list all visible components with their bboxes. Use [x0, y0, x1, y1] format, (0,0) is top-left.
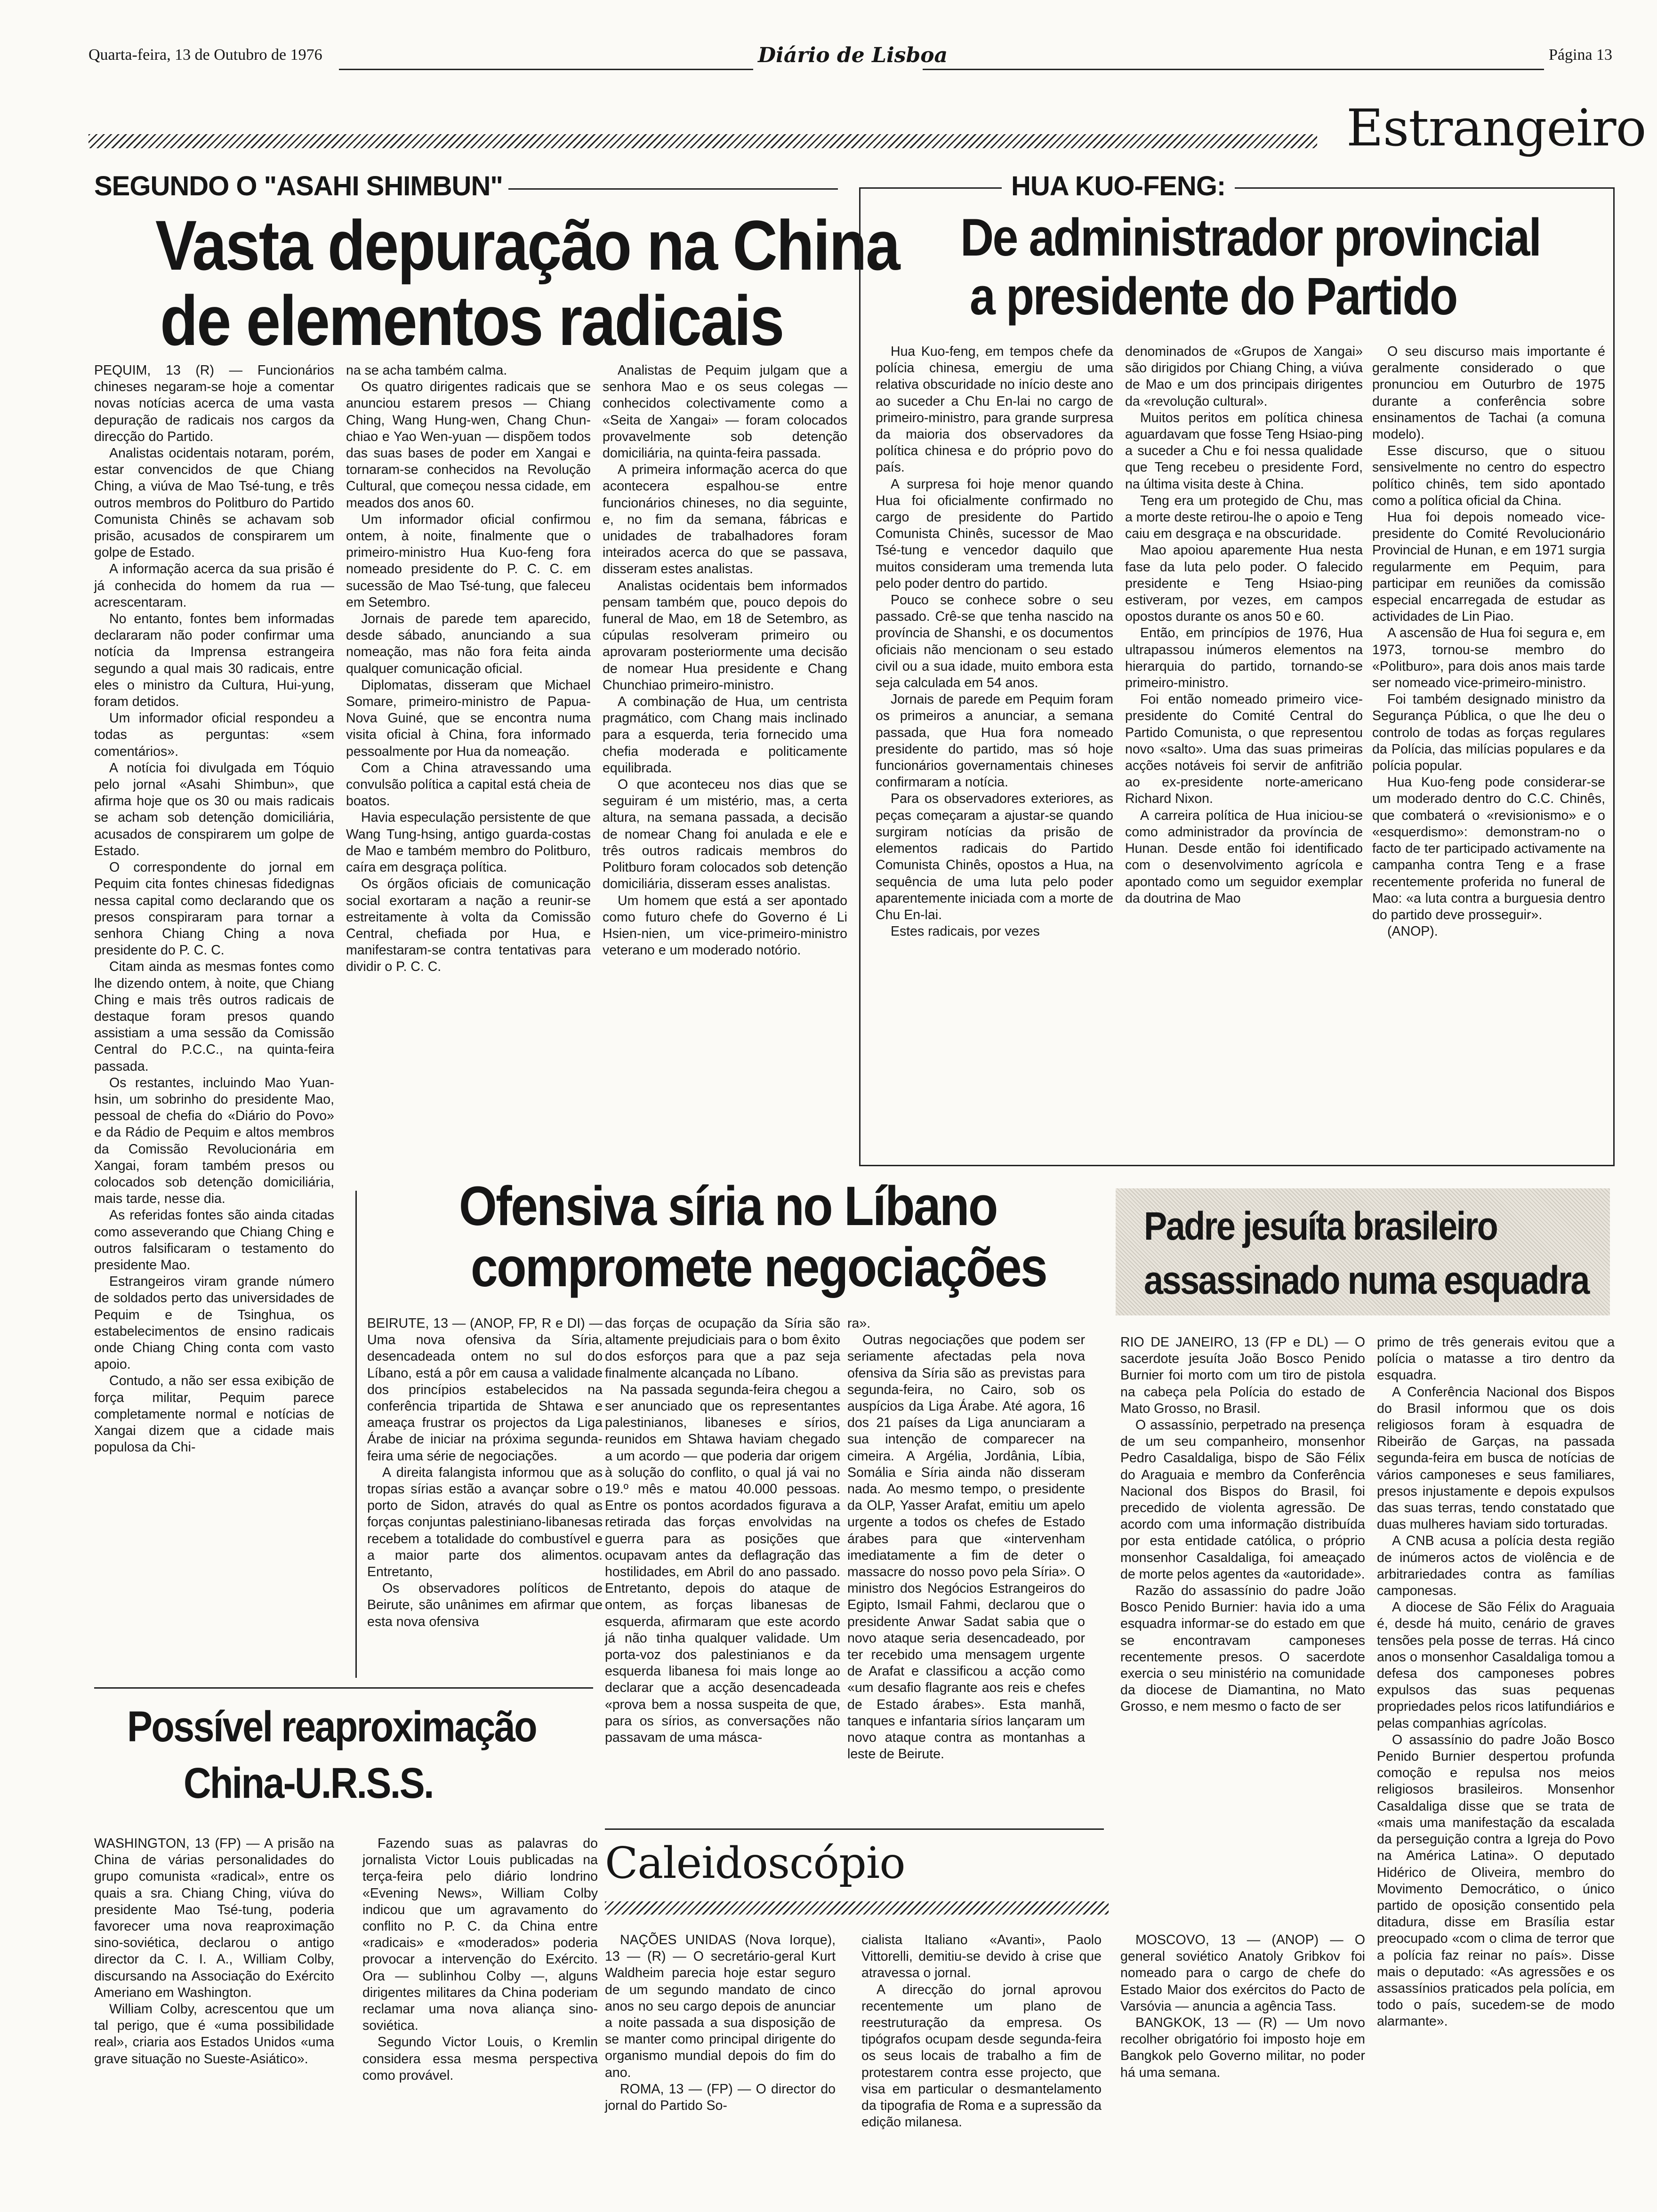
masthead-rule-right — [923, 69, 1544, 70]
caleidoscopio-column-2 — [861, 1932, 1102, 2205]
paragraph: Estrangeiros viram grande número de soldados perto das universidades de Pequim e de Tsinghua, os estabelecimentos de ensino radicais onde Chiang Ching conta com vasto apoio. — [94, 1274, 334, 1372]
paragraph: Os órgãos oficiais de comunicação social exortaram a nação a reunir-se estreitamente à volta da Comissão Central, chefiada por Hua, e manifestaram-se contra tentativas para dividir o P. C. C. — [346, 876, 591, 975]
section-hatch-bar — [88, 134, 1317, 148]
paragraph: Outras negociações que podem ser seriamente afectadas pela nova ofensiva da Síria são as previstas para segunda-feira, no Cairo, sob os auspícios da Liga Árabe. Até agora, 16 dos 21 países da Liga anunciaram a sua intenção de comparecer na cimeira. A Argélia, Jordânia, Líbia, Somália e Síria ainda não disseram nada. Ao mesmo tempo, o presidente da OLP, Yasser Arafat, emitiu um apelo urgente a todos os chefes de Estado árabes para que «intervenham imediatamente a fim de deter o massacre do nosso povo pela Síria». O ministro dos Negócios Estrangeiros do Egipto, Ismail Fahmi, declarou que o presidente Anwar Sadat sabia que o novo ataque seria desencadeado, por ter recebido uma mensagem urgente de Arafat e classificou a acção como «um desafio flagrante aos reis e chefes de Estado árabes». Esta manhã, tanques e infantaria sírios lançaram um novo ataque contra as montanhas a leste de Beirute. — [847, 1332, 1085, 1762]
article1-headline-line2: de elementos radicais — [160, 281, 783, 360]
paragraph: ra». — [847, 1316, 871, 1331]
paragraph: A ascensão de Hua foi segura e, em 1973, tornou-se membro do «Politburo», para dois anos mais tarde ser nomeado vice-primeiro-ministro. — [1372, 625, 1605, 691]
paragraph: (ANOP). — [1387, 924, 1438, 939]
paragraph: Na passada segunda-feira chegou a ser anunciado que os representantes palestinianos, libaneses e sírios, reunidos em Shtawa haviam chegado a um acordo — que poderia dar origem à solução do conflito, o qual já vai no 19.º mês e matou 40.000 pessoas. Entre os pontos acordados figurava a retirada das forças envolvidas na guerra para as posições que ocupavam antes da deflagração das hostilidades, em Abril do ano passado. Entretanto, depois do ataque de ontem, as forças libanesas de esquerda, afirmaram que este acordo já não tinha qualquer validade. Um porta-voz dos palestinianos e da esquerda libanesa foi mais longe ao declarar que a acção desencadeada «prova bem a nossa suspeita de que, para os sírios, as conversações não passavam de uma másca- — [605, 1382, 840, 1746]
article5-top-rule — [94, 1687, 593, 1689]
paragraph: No entanto, fontes bem informadas declararam não poder confirmar uma notícia da Imprensa estrangeira segundo a qual mais 30 radicais, entre eles o ministro da Cultura, Hui-yung, foram detidos. — [94, 611, 334, 710]
article5-column-1 — [94, 1835, 334, 2193]
article2-kicker: HUA KUO-FENG: — [1002, 170, 1235, 202]
paragraph: primo de três generais evitou que a polícia o matasse a tiro dentro da esquadra. — [1377, 1335, 1615, 1383]
paragraph: A combinação de Hua, um centrista pragmático, com Chang mais inclinado para a esquerda, teria fornecido uma chefia moderada e politicamente equilibrada. — [603, 694, 847, 776]
paragraph: Pouco se conhece sobre o seu passado. Crê-se que tenha nascido na província de Shanshi, e os documentos oficiais não mencionam o seu estado civil ou a sua idade, muito embora esta seja calculada em 54 anos. — [876, 593, 1113, 691]
masthead-paper-name: Diário de Lisboa — [758, 43, 948, 67]
masthead-rule-left — [339, 69, 753, 70]
paragraph: A direcção do jornal aprovou recentemente um plano de reestruturação da empresa. Os tipógrafos ocupam desde segunda-feira os seus locais de trabalho a fim de protestarem contra esse projecto, que visa em particular o desmantelamento da tipografia de Roma e a supressão da edição milanesa. — [861, 1982, 1102, 2130]
paragraph: Os restantes, incluindo Mao Yuan-hsin, um sobrinho do presidente Mao, pessoal de chefia do «Diário do Povo» e da Rádio de Pequim e altos membros da Comissão Revolucionária em Xangai, foram também presos ou colocados sob detenção domiciliária, mais tarde, nesse dia. — [94, 1075, 334, 1207]
paragraph: William Colby, acrescentou que um tal perigo, que é «uma possibilidade real», criaria aos Estados Unidos «uma grave situação no Sueste-Asiático». — [94, 2002, 334, 2067]
paragraph: A CNB acusa a polícia desta região de inúmeros actos de violência e de arbitrariedades contra as famílias camponesas. — [1377, 1533, 1615, 1599]
article3-headline-line2: compromete negociações — [471, 1236, 1047, 1298]
article1-column-3 — [603, 362, 847, 1191]
paragraph: Segundo Victor Louis, o Kremlin considera essa mesma perspectiva como provável. — [362, 2035, 598, 2083]
paragraph: Foi então nomeado primeiro vice-presidente do Comité Central do Partido Comunista, o que representou novo «salto». Uma das suas primeiras acções notáveis foi servir de anfitrião ao ex-presidente norte-americano Richard Nixon. — [1125, 692, 1363, 807]
paragraph: Um informador oficial confirmou ontem, à noite, finalmente que o primeiro-ministro Hua Kuo-feng fora nomeado presidente do P. C. C. em sucessão de Mao Tsé-tung, que faleceu em Setembro. — [346, 512, 591, 610]
paragraph: A carreira política de Hua iniciou-se como administrador da província de Hunan. Desde então foi identificado com o desenvolvimento agrícola e apontado como um seguidor exemplar da doutrina de Mao — [1125, 808, 1363, 906]
paragraph: Hua foi depois nomeado vice-presidente do Comité Revolucionário Provincial de Hunan, e em 1971 surgia regularmente em Pequim, para participar em reuniões da comissão especial encarregada de estudar as actividades de Lin Piao. — [1372, 510, 1605, 625]
article1-kicker-rule — [508, 188, 838, 190]
article5-headline-line1: Possível reaproximação — [127, 1703, 536, 1751]
paragraph: Teng era um protegido de Chu, mas a morte deste retirou-lhe o apoio e Teng caiu em desgraça e na obscuridade. — [1125, 493, 1363, 542]
paragraph: Os quatro dirigentes radicais que se anunciou estarem presos — Chiang Ching, Wang Hung-wen, Chang Chun-chiao e Yao Wen-yuan — dispõem todos das suas bases de poder em Xangai e tornaram-se conhecidos na Revolução Cultural, que começou nessa cidade, em meados dos anos 60. — [346, 379, 591, 511]
section-title: Estrangeiro — [1346, 99, 1646, 158]
paragraph: Hua Kuo-feng, em tempos chefe da polícia chinesa, emergiu de uma relativa obscuridade no início deste ano ao suceder a Chu En-lai no cargo de primeiro-ministro, para grande surpresa da maioria dos observadores da política chinesa e do próprio povo do país. — [876, 344, 1113, 475]
article4-column-2 — [1377, 1334, 1615, 2196]
paragraph: ROMA, 13 — (FP) — O director do jornal do Partido So- — [605, 2081, 836, 2114]
caleidoscopio-top-rule — [605, 1828, 1104, 1830]
paragraph: Os observadores políticos de Beirute, são unânimes em afirmar que esta nova ofensiva — [367, 1581, 603, 1629]
paragraph: O seu discurso mais importante é geralmente considerado o que pronunciou em Outurbro de 1975 durante a conferência sobre ensinamentos de Tachai (a comuna modelo). — [1372, 344, 1605, 442]
paragraph: O assassínio, perpetrado na presença de um seu companheiro, monsenhor Pedro Casaldaliga, bispo de São Félix do Araguaia e membro da Conferência Nacional dos Bispos do Brasil, foi precedido de violenta agressão. De acordo com uma informação distribuída por esta entidade católica, o próprio monsenhor Casaldaliga, foi ameaçado de morte pelos agentes da «autoridade». — [1120, 1418, 1365, 1582]
paragraph: A Conferência Nacional dos Bispos do Brasil informou que os dois religiosos foram à esquadra de Ribeirão de Garças, na passada segunda-feira em busca de notícias de vários camponeses e seus familiares, presos injustamente e depois expulsos das suas terras, tendo constatado que duas mulheres haviam sido torturadas. — [1377, 1384, 1615, 1532]
article2-headline-line2: a presidente do Partido — [970, 267, 1457, 326]
paragraph: Analistas ocidentais bem informados pensam também que, pouco depois do funeral de Mao, em 18 de Setembro, as cúpulas resolveram primeiro ou aprovaram posteriormente uma decisão de nomear Hua presidente e Chang Chunchiao primeiro-ministro. — [603, 578, 847, 693]
article2-column-2 — [1125, 344, 1363, 1162]
paragraph: Estes radicais, por vezes — [891, 924, 1040, 939]
paragraph: RIO DE JANEIRO, 13 (FP e DL) — O sacerdote jesuíta João Bosco Penido Burnier foi morto com um tiro de pistola na cabeça pela Polícia do estado de Mato Grosso, no Brasil. — [1120, 1335, 1365, 1416]
paragraph: Hua Kuo-feng pode considerar-se um moderado dentro do C.C. Chinês, que combaterá o «revisionismo» e o «esquerdismo»: demonstram-no o facto de ter participado activamente na campanha contra Teng e a frase recentemente proferida no funeral de Mao: «a luta contra a burguesia dentro do partido deve prosseguir». — [1372, 775, 1605, 922]
article4-headline-line2: assassinado numa esquadra — [1144, 1258, 1589, 1302]
paragraph: As referidas fontes são ainda citadas como asseverando que Chiang Ching e outros falsificaram o testamento do presidente Mao. — [94, 1208, 334, 1273]
paragraph: BANGKOK, 13 — (R) — Um novo recolher obrigatório foi imposto hoje em Bangkok pelo Governo militar, no poder há uma semana. — [1120, 2015, 1365, 2080]
article1-column-1 — [94, 362, 334, 1675]
paragraph: Para os observadores exteriores, as peças começaram a ajustar-se quando surgiram notícias da prisão de elementos radicais do Partido Comunista Chinês, opostos a Hua, na sequência de uma luta pelo poder aparentemente iniciada com a morte de Chu En-lai. — [876, 791, 1113, 922]
paragraph: Analistas de Pequim julgam que a senhora Mao e os seus colegas — conhecidos colectivamente como a «Seita de Xangai» — foram colocados provavelmente sob detenção domiciliária, na quinta-feira passada. — [603, 363, 847, 461]
paragraph: A notícia foi divulgada em Tóquio pelo jornal «Asahi Shimbun», que afirma hoje que os 30 ou mais radicais se acham sob detenção domiciliária, acusados de conspirarem um golpe de Estado. — [94, 760, 334, 858]
paragraph: Havia especulação persistente de que Wang Tung-hsing, antigo guarda-costas de Mao e também membro do Politburo, caíra em desgraça política. — [346, 810, 591, 875]
paragraph: A primeira informação acerca do que acontecera espalhou-se entre funcionários chineses, no dia seguinte, e, no fim da semana, fábricas e unidades de trabalhadores foram inteirados acerca do que se passava, disseram estes analistas. — [603, 462, 847, 577]
paragraph: MOSCOVO, 13 — (ANOP) — O general soviético Anatoly Gribkov foi nomeado para o cargo de chefe do Estado Maior dos exércitos do Pacto de Varsóvia — anuncia a agência Tass. — [1120, 1932, 1365, 2014]
article2-column-3 — [1372, 344, 1605, 1162]
article2-headline-line1: De administrador provincial — [960, 208, 1541, 267]
masthead-page-number: Página 13 — [1549, 46, 1613, 64]
paragraph: Mao apoiou aparemente Hua nesta fase da luta pelo poder. O falecido presidente e Teng Hsiao-ping estiveram, por vezes, em campos opostos durante os anos 50 e 60. — [1125, 543, 1363, 625]
masthead-date: Quarta-feira, 13 de Outubro de 1976 — [88, 46, 322, 64]
paragraph: Contudo, a não ser essa exibição de força militar, Pequim parece completamente normal e notícias de Xangai dizem que a cidade mais populosa da Chi- — [94, 1373, 334, 1455]
paragraph: A diocese de São Félix do Araguaia é, desde há muito, cenário de graves tensões pela posse de terras. Há cinco anos o monsenhor Casaldaliga tomou a defesa dos camponeses pobres expulsos das suas pequenas propriedades pelos ricos latifundiários e pelas companhias agrícolas. — [1377, 1600, 1615, 1731]
caleidoscopio-column-1 — [605, 1932, 836, 2205]
paragraph: NAÇÕES UNIDAS (Nova Iorque), 13 — (R) — O secretário-geral Kurt Waldheim parecia hoje estar seguro de um segundo mandato de cinco anos no seu cargo depois de anunciar a noite passada a sua disposição de se manter como principal dirigente do organismo mundial depois do fim do ano. — [605, 1932, 836, 2080]
paragraph: Fazendo suas as palavras do jornalista Victor Louis publicadas na terça-feira pelo diário londrino «Evening News», William Colby indicou que um agravamento do conflito no P. C. da China entre «radicais» e «moderados» poderia provocar a intervenção do Exército. Ora — sublinhou Colby —, alguns dirigentes militares da China poderiam reclamar uma nova aliança sino-soviética. — [362, 1836, 598, 2034]
paragraph: das forças de ocupação da Síria são altamente prejudiciais para o bom êxito dos esforços para que a paz seja finalmente alcançada no Líbano. — [605, 1316, 840, 1381]
paragraph: A direita falangista informou que as tropas sírias estão a avançar sobre o porto de Sidon, através do qual as forças conjuntas palestiniano-libanesas recebem a totalidade do combustível e a maior parte dos alimentos. Entretanto, — [367, 1465, 603, 1580]
paragraph: Razão do assassínio do padre João Bosco Penido Burnier: havia ido a uma esquadra informar-se do estado em que se encontravam camponeses recentemente presos. O sacerdote exercia o seu ministério na comunidade da diocese de Diamantina, no Mato Grosso, e nem mesmo o facto de ser — [1120, 1583, 1365, 1715]
paragraph: WASHINGTON, 13 (FP) — A prisão na China de várias personalidades do grupo comunista «radical», entre os quais a sra. Chiang Ching, viúva do presidente Mao Tsé-tung, poderia favorecer uma nova reaproximação sino-soviética, declarou o antigo director da C. I. A., William Colby, discursando na Associação do Exército Ameriano em Washington. — [94, 1836, 334, 2000]
article5-headline-line2: China-U.R.S.S. — [184, 1759, 433, 1807]
article3-column-1 — [367, 1315, 603, 1678]
paragraph: denominados de «Grupos de Xangai» são dirigidos por Chiang Ching, a viúva de Mao e um dos principais dirigentes da «revolução cultural». — [1125, 344, 1363, 409]
paragraph: A informação acerca da sua prisão é já conhecida do homem da rua — acrescentaram. — [94, 561, 334, 610]
article1-kicker: SEGUNDO O "ASAHI SHIMBUN" — [94, 171, 503, 201]
paragraph: Analistas ocidentais notaram, porém, estar convencidos de que Chiang Ching, a viúva de Mao Tsé-tung, e três outros membros do Politburo do Partido Comunista Chinês se achavam sob prisão, acusados de conspirarem um golpe de Estado. — [94, 446, 334, 561]
article1-headline-line1: Vasta depuração na China — [155, 206, 899, 285]
paragraph: O assassínio do padre João Bosco Penido Burnier despertou profunda comoção e repulsa nos meios religiosos brasileiros. Monsenhor Casaldaliga disse que se trata de «mais uma manifestação da escalada da perseguição contra a Igreja do Povo na América Latina». O deputado Hidérico de Oliveira, membro do Movimento Democrático, o único partido de oposição consentido pela ditadura, disse em Brasília estar preocupado «com o clima de terror que a polícia faz reinar no país». Disse mais o deputado: «As agressões e os assassínios praticados pela polícia, em todo o país, sucedem-se de modo alarmante». — [1377, 1732, 1615, 2029]
article4-headline-line1: Padre jesuíta brasileiro — [1144, 1204, 1497, 1248]
paragraph: Um informador oficial respondeu a todas as perguntas: «sem comentários». — [94, 711, 334, 759]
paragraph: Foi também designado ministro da Segurança Pública, o que lhe deu o controlo de todas as forças regulares da Polícia, das milícias populares e da polícia popular. — [1372, 692, 1605, 774]
paragraph: cialista Italiano «Avanti», Paolo Vittorelli, demitiu-se devido à crise que atravessa o jornal. — [861, 1932, 1102, 1981]
paragraph: Esse discurso, que o situou sensivelmente no centro do espectro político chinês, tem sido apontado como a política oficial da China. — [1372, 443, 1605, 508]
caleidoscopio-hatch-bar — [605, 1901, 1109, 1915]
article1-column-2 — [346, 362, 591, 1191]
paragraph: Um homem que está a ser apontado como futuro chefe do Governo é Li Hsien-nien, um vice-primeiro-ministro veterano e um moderado notório. — [603, 893, 847, 958]
paragraph: Diplomatas, disseram que Michael Somare, primeiro-ministro de Papua-Nova Guiné, que se encontra numa visita oficial à China, fora informado pessoalmente por Hua da nomeação. — [346, 677, 591, 759]
paragraph: A surpresa foi hoje menor quando Hua foi oficialmente confirmado no cargo de presidente do Partido Comunista Chinês, sucessor de Mao Tsé-tung e vencedor daquilo que muitos consideram uma tremenda luta pelo poder dentro do partido. — [876, 476, 1113, 591]
caleidoscopio-title: Caleidoscópio — [605, 1838, 905, 1888]
paragraph: Jornais de parede em Pequim foram os primeiros a anunciar, a semana passada, que Hua fora nomeado presidente do partido, mas só hoje funcionários governamentais chineses confirmaram a notícia. — [876, 692, 1113, 790]
article3-headline-line1: Ofensiva síria no Líbano — [459, 1175, 997, 1237]
paragraph: O que aconteceu nos dias que se seguiram é um mistério, mas, a certa altura, na semana passada, a decisão de nomear Chang foi anulada e ele e três outros radicais membros do Politburo foram colocados sob detenção domiciliária, disseram esses analistas. — [603, 777, 847, 892]
paragraph: Jornais de parede tem aparecido, desde sábado, anunciando a sua nomeação, mas não fora feita ainda qualquer comunicação oficial. — [346, 611, 591, 676]
paragraph: O correspondente do jornal em Pequim cita fontes chinesas fidedignas nessa capital como declarando que os presos conspiraram para tornar a senhora Chiang Ching a nova presidente do P. C. C. — [94, 860, 334, 958]
paragraph: Então, em princípios de 1976, Hua ultrapassou inúmeros elementos na hierarquia do partido, tornando-se primeiro-ministro. — [1125, 625, 1363, 691]
paragraph: BEIRUTE, 13 — (ANOP, FP, R e DI) — Uma nova ofensiva da Síria, desencadeada ontem no sul do Líbano, está a pôr em causa a validade dos princípios estabelecidos na conferência tripartida de Shtawa e ameaça frustrar os projectos da Liga Árabe de iniciar na próxima segunda-feira uma série de negociações. — [367, 1316, 603, 1464]
article2-column-1 — [876, 344, 1113, 1162]
paragraph: Muitos peritos em política chinesa aguardavam que fosse Teng Hsiao-ping a suceder a Chu e foi nessa qualidade que Teng recebeu o presidente Ford, na última visita deste à China. — [1125, 410, 1363, 492]
paragraph: PEQUIM, 13 (R) — Funcionários chineses negaram-se hoje a comentar novas notícias acerca de uma vasta depuração de radicais nos cargos da direcção do Partido. — [94, 363, 334, 444]
article5-column-2 — [362, 1835, 598, 2193]
article3-left-rule — [355, 1191, 357, 1678]
paragraph: na se acha também calma. — [346, 363, 507, 378]
caleidoscopio-column-3 — [1120, 1932, 1365, 2205]
paragraph: Com a China atravessando uma convulsão política a capital está cheia de boatos. — [346, 760, 591, 809]
paragraph: Citam ainda as mesmas fontes como lhe dizendo ontem, à noite, que Chiang Ching e mais três outros radicais de destaque foram presos quando assistiam a uma sessão da Comissão Central do P.C.C., na quinta-feira passada. — [94, 959, 334, 1074]
